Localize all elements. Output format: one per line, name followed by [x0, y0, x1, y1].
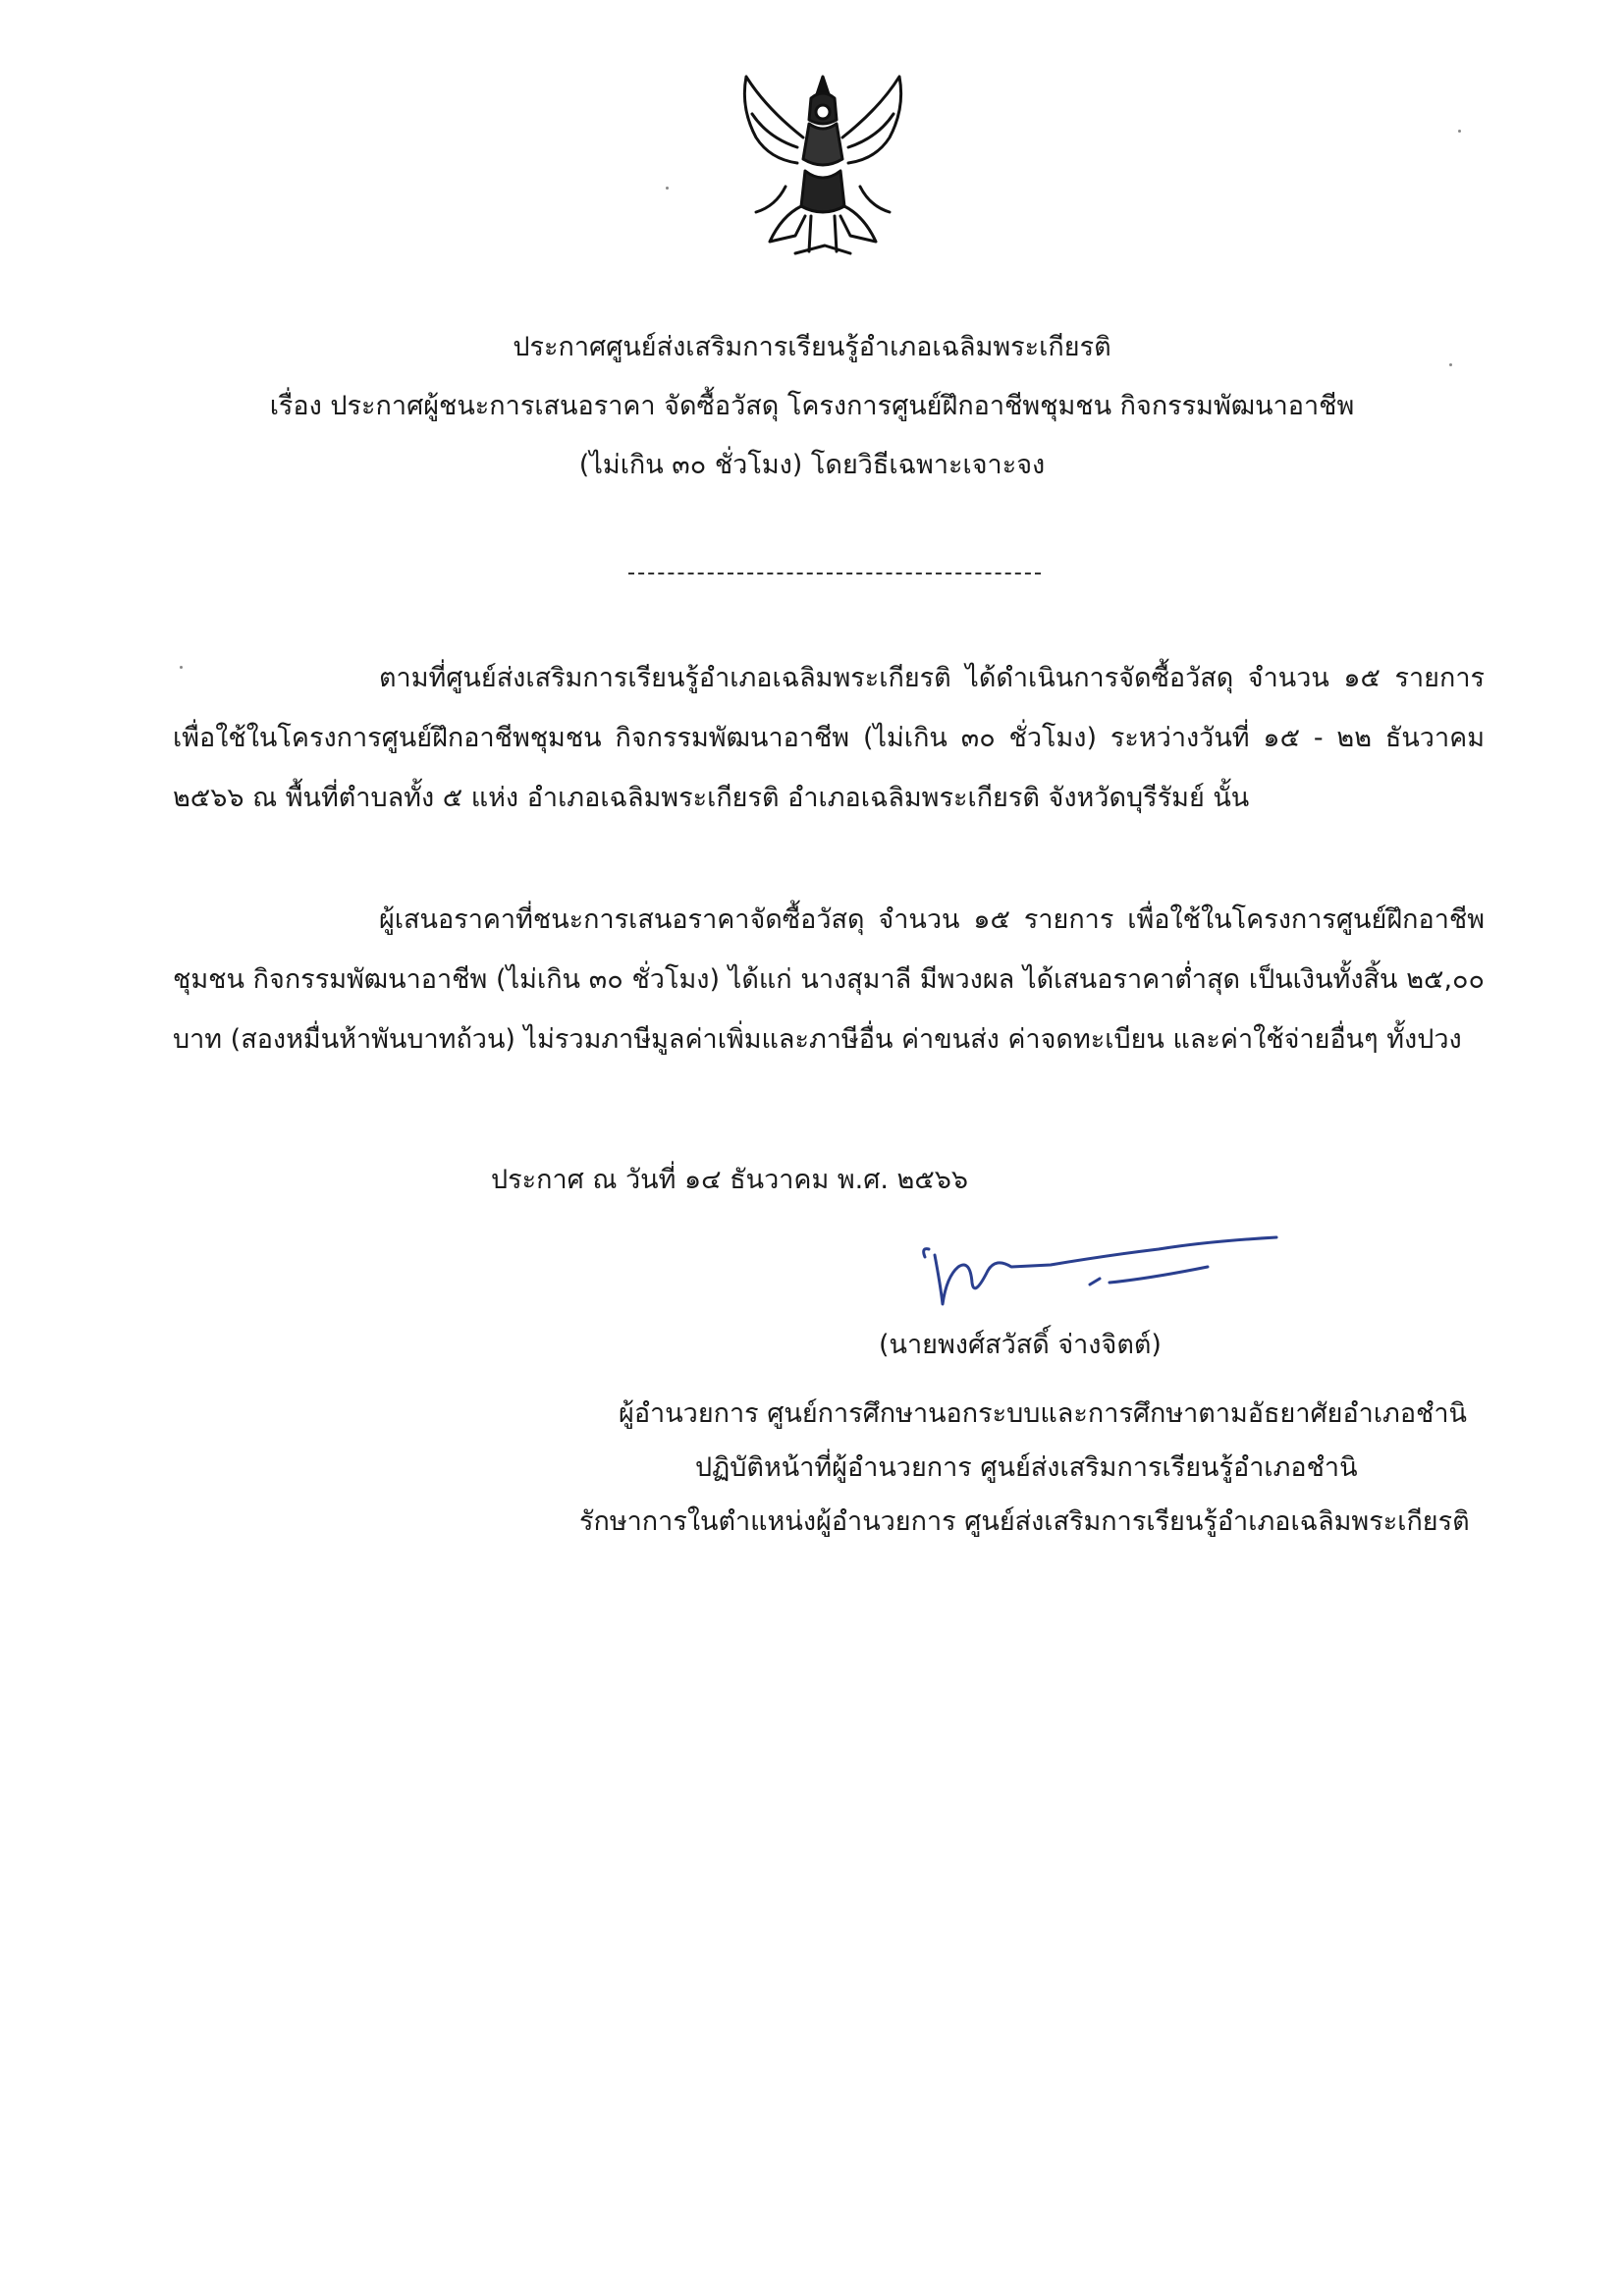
body-paragraph-2: ผู้เสนอราคาที่ชนะการเสนอราคาจัดซื้อวัสดุ จำนวน ๑๕ รายการ เพื่อใช้ในโครงการศูนย์ฝึกอาชีพชุมชน กิจกรรมพัฒนาอาชีพ (ไม่เกิน ๓๐ ชั่วโมง) ได้แก่ นางสุมาลี มีพวงผล ได้เสนอราคาต่ำสุด เป็นเงินทั้งสิ้น ๒๕,๐๐ บาท (สองหมื่นห้าพันบาทถ้วน) ไม่รวมภาษีมูลค่าเพิ่มและภาษีอื่น ค่าขนส่ง ค่าจดทะเบียน และค่าใช้จ่ายอื่นๆ ทั้งปวง — [173, 904, 1485, 1055]
subject-line-continued: (ไม่เกิน ๓๐ ชั่วโมง) โดยวิธีเฉพาะเจาะจง — [578, 450, 1046, 480]
signatory-title-1: ผู้อำนวยการ ศูนย์การศึกษานอกระบบและการศึกษาตามอัธยาศัยอำเภอชำนิ — [619, 1398, 1467, 1429]
handwritten-signature — [913, 1228, 1286, 1316]
subject-line: เรื่อง ประกาศผู้ชนะการเสนอราคา จัดซื้อวัสดุ โครงการศูนย์ฝึกอาชีพชุมชน กิจกรรมพัฒนาอาชีพ — [269, 391, 1355, 421]
divider — [628, 573, 1041, 574]
scan-speck — [666, 187, 669, 190]
announcement-date: ประกาศ ณ วันที่ ๑๔ ธันวาคม พ.ศ. ๒๕๖๖ — [491, 1165, 969, 1195]
body-paragraph-1: ตามที่ศูนย์ส่งเสริมการเรียนรู้อำเภอเฉลิมพระเกียรติ ได้ดำเนินการจัดซื้อวัสดุ จำนวน ๑๕ รายการ เพื่อใช้ในโครงการศูนย์ฝึกอาชีพชุมชน กิจกรรมพัฒนาอาชีพ (ไม่เกิน ๓๐ ชั่วโมง) ระหว่างวันที่ ๑๕ - ๒๒ ธันวาคม ๒๕๖๖ ณ พื้นที่ตำบลทั้ง ๕ แห่ง อำเภอเฉลิมพระเกียรติ อำเภอเฉลิมพระเกียรติ จังหวัดบุรีรัมย์ นั้น — [173, 663, 1485, 813]
header-line-1: ประกาศศูนย์ส่งเสริมการเรียนรู้อำเภอเฉลิมพระเกียรติ — [513, 332, 1111, 362]
signatory-name: (นายพงศ์สวัสดิ์ จ่างจิตต์) — [879, 1330, 1162, 1360]
signatory-title-3: รักษาการในตำแหน่งผู้อำนวยการ ศูนย์ส่งเสริมการเรียนรู้อำเภอเฉลิมพระเกียรติ — [579, 1506, 1470, 1537]
signatory-title-2: ปฏิบัติหน้าที่ผู้อำนวยการ ศูนย์ส่งเสริมการเรียนรู้อำเภอชำนิ — [695, 1452, 1358, 1483]
scan-speck — [180, 666, 183, 669]
scan-speck — [1449, 363, 1452, 366]
garuda-emblem-icon — [727, 69, 919, 265]
scan-speck — [1458, 130, 1461, 133]
